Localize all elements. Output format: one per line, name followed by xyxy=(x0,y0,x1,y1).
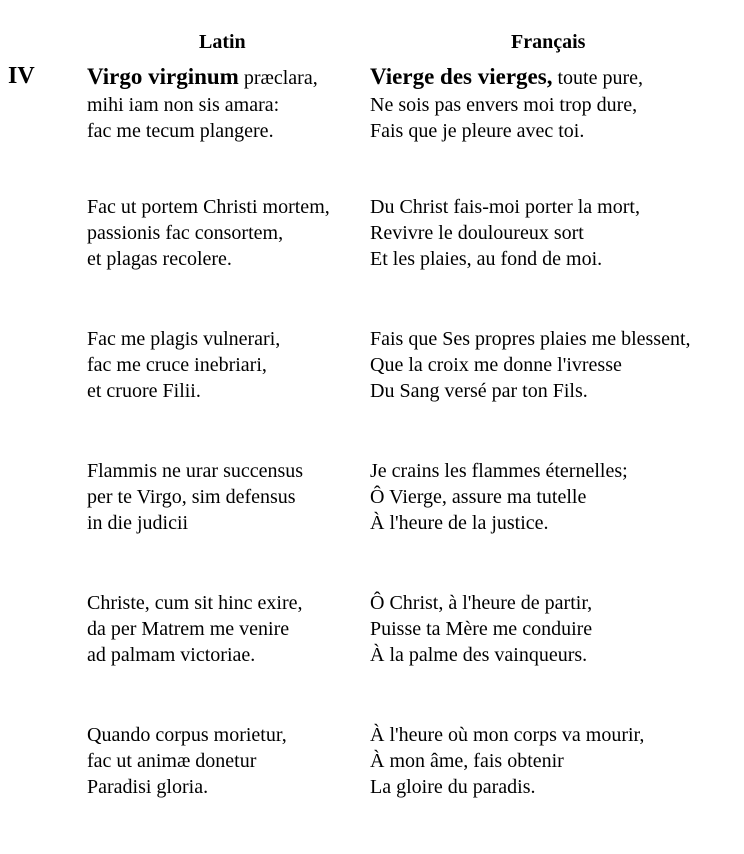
french-line: Fais que Ses propres plaies me blessent, xyxy=(370,328,691,350)
latin-line: mihi iam non sis amara: xyxy=(87,94,280,116)
french-line: À l'heure de la justice. xyxy=(370,512,549,534)
french-line: Revivre le douloureux sort xyxy=(370,222,584,244)
latin-line: Christe, cum sit hinc exire, xyxy=(87,592,303,614)
latin-line: Fac ut portem Christi mortem, xyxy=(87,196,330,218)
french-line: Je crains les flammes éternelles; xyxy=(370,460,628,482)
latin-line xyxy=(87,62,330,92)
latin-column-header: Latin xyxy=(199,31,246,53)
latin-stanza-1 xyxy=(87,62,330,194)
french-first-line-emphasis: Vierge des vierges, xyxy=(370,64,553,89)
french-stanza-2 xyxy=(370,194,691,326)
french-line: Ô Christ, à l'heure de partir, xyxy=(370,592,593,614)
french-line: Fais que je pleure avec toi. xyxy=(370,120,585,142)
french-line: Puisse ta Mère me conduire xyxy=(370,618,593,640)
latin-line: Paradisi gloria. xyxy=(87,776,209,798)
latin-line: fac me tecum plangere. xyxy=(87,120,274,142)
french-stanza-3 xyxy=(370,326,691,458)
latin-line: Flammis ne urar succensus xyxy=(87,460,304,482)
latin-line: fac ut animæ donetur xyxy=(87,750,257,772)
french-stanza-5 xyxy=(370,590,691,722)
latin-stanza-3 xyxy=(87,326,330,458)
latin-line: da per Matrem me venire xyxy=(87,618,290,640)
latin-line: et cruore Filii. xyxy=(87,380,201,402)
latin-line: per te Virgo, sim defensus xyxy=(87,486,296,508)
latin-line: fac me cruce inebriari, xyxy=(87,354,267,376)
section-number: IV xyxy=(8,63,35,89)
latin-first-line-emphasis: Virgo virginum xyxy=(87,64,239,89)
french-line: Du Sang versé par ton Fils. xyxy=(370,380,588,402)
latin-line: in die judicii xyxy=(87,512,189,534)
latin-stanza-2 xyxy=(87,194,330,326)
french-line xyxy=(370,62,691,92)
latin-line: et plagas recolere. xyxy=(87,248,232,270)
french-column-header: Français xyxy=(511,31,586,53)
french-line: À l'heure où mon corps va mourir, xyxy=(370,724,645,746)
latin-line: Quando corpus morietur, xyxy=(87,724,287,746)
french-line: Du Christ fais-moi porter la mort, xyxy=(370,196,640,218)
french-line: La gloire du paradis. xyxy=(370,776,536,798)
french-stanza-4 xyxy=(370,458,691,590)
french-line: Que la croix me donne l'ivresse xyxy=(370,354,622,376)
french-line: À mon âme, fais obtenir xyxy=(370,750,564,772)
french-first-line-rest: toute pure, xyxy=(552,67,643,89)
latin-line: Fac me plagis vulnerari, xyxy=(87,328,281,350)
latin-stanza-6 xyxy=(87,722,330,854)
french-line: Ô Vierge, assure ma tutelle xyxy=(370,486,587,508)
french-line: À la palme des vainqueurs. xyxy=(370,644,588,666)
latin-stanza-5 xyxy=(87,590,330,722)
latin-line: passionis fac consortem, xyxy=(87,222,284,244)
french-stanza-6 xyxy=(370,722,691,854)
french-column xyxy=(370,62,691,854)
latin-column xyxy=(87,62,330,854)
french-stanza-1 xyxy=(370,62,691,194)
latin-first-line-rest: præclara, xyxy=(238,67,318,89)
french-line: Ne sois pas envers moi trop dure, xyxy=(370,94,638,116)
latin-line: ad palmam victoriae. xyxy=(87,644,256,666)
latin-stanza-4 xyxy=(87,458,330,590)
french-line: Et les plaies, au fond de moi. xyxy=(370,248,603,270)
